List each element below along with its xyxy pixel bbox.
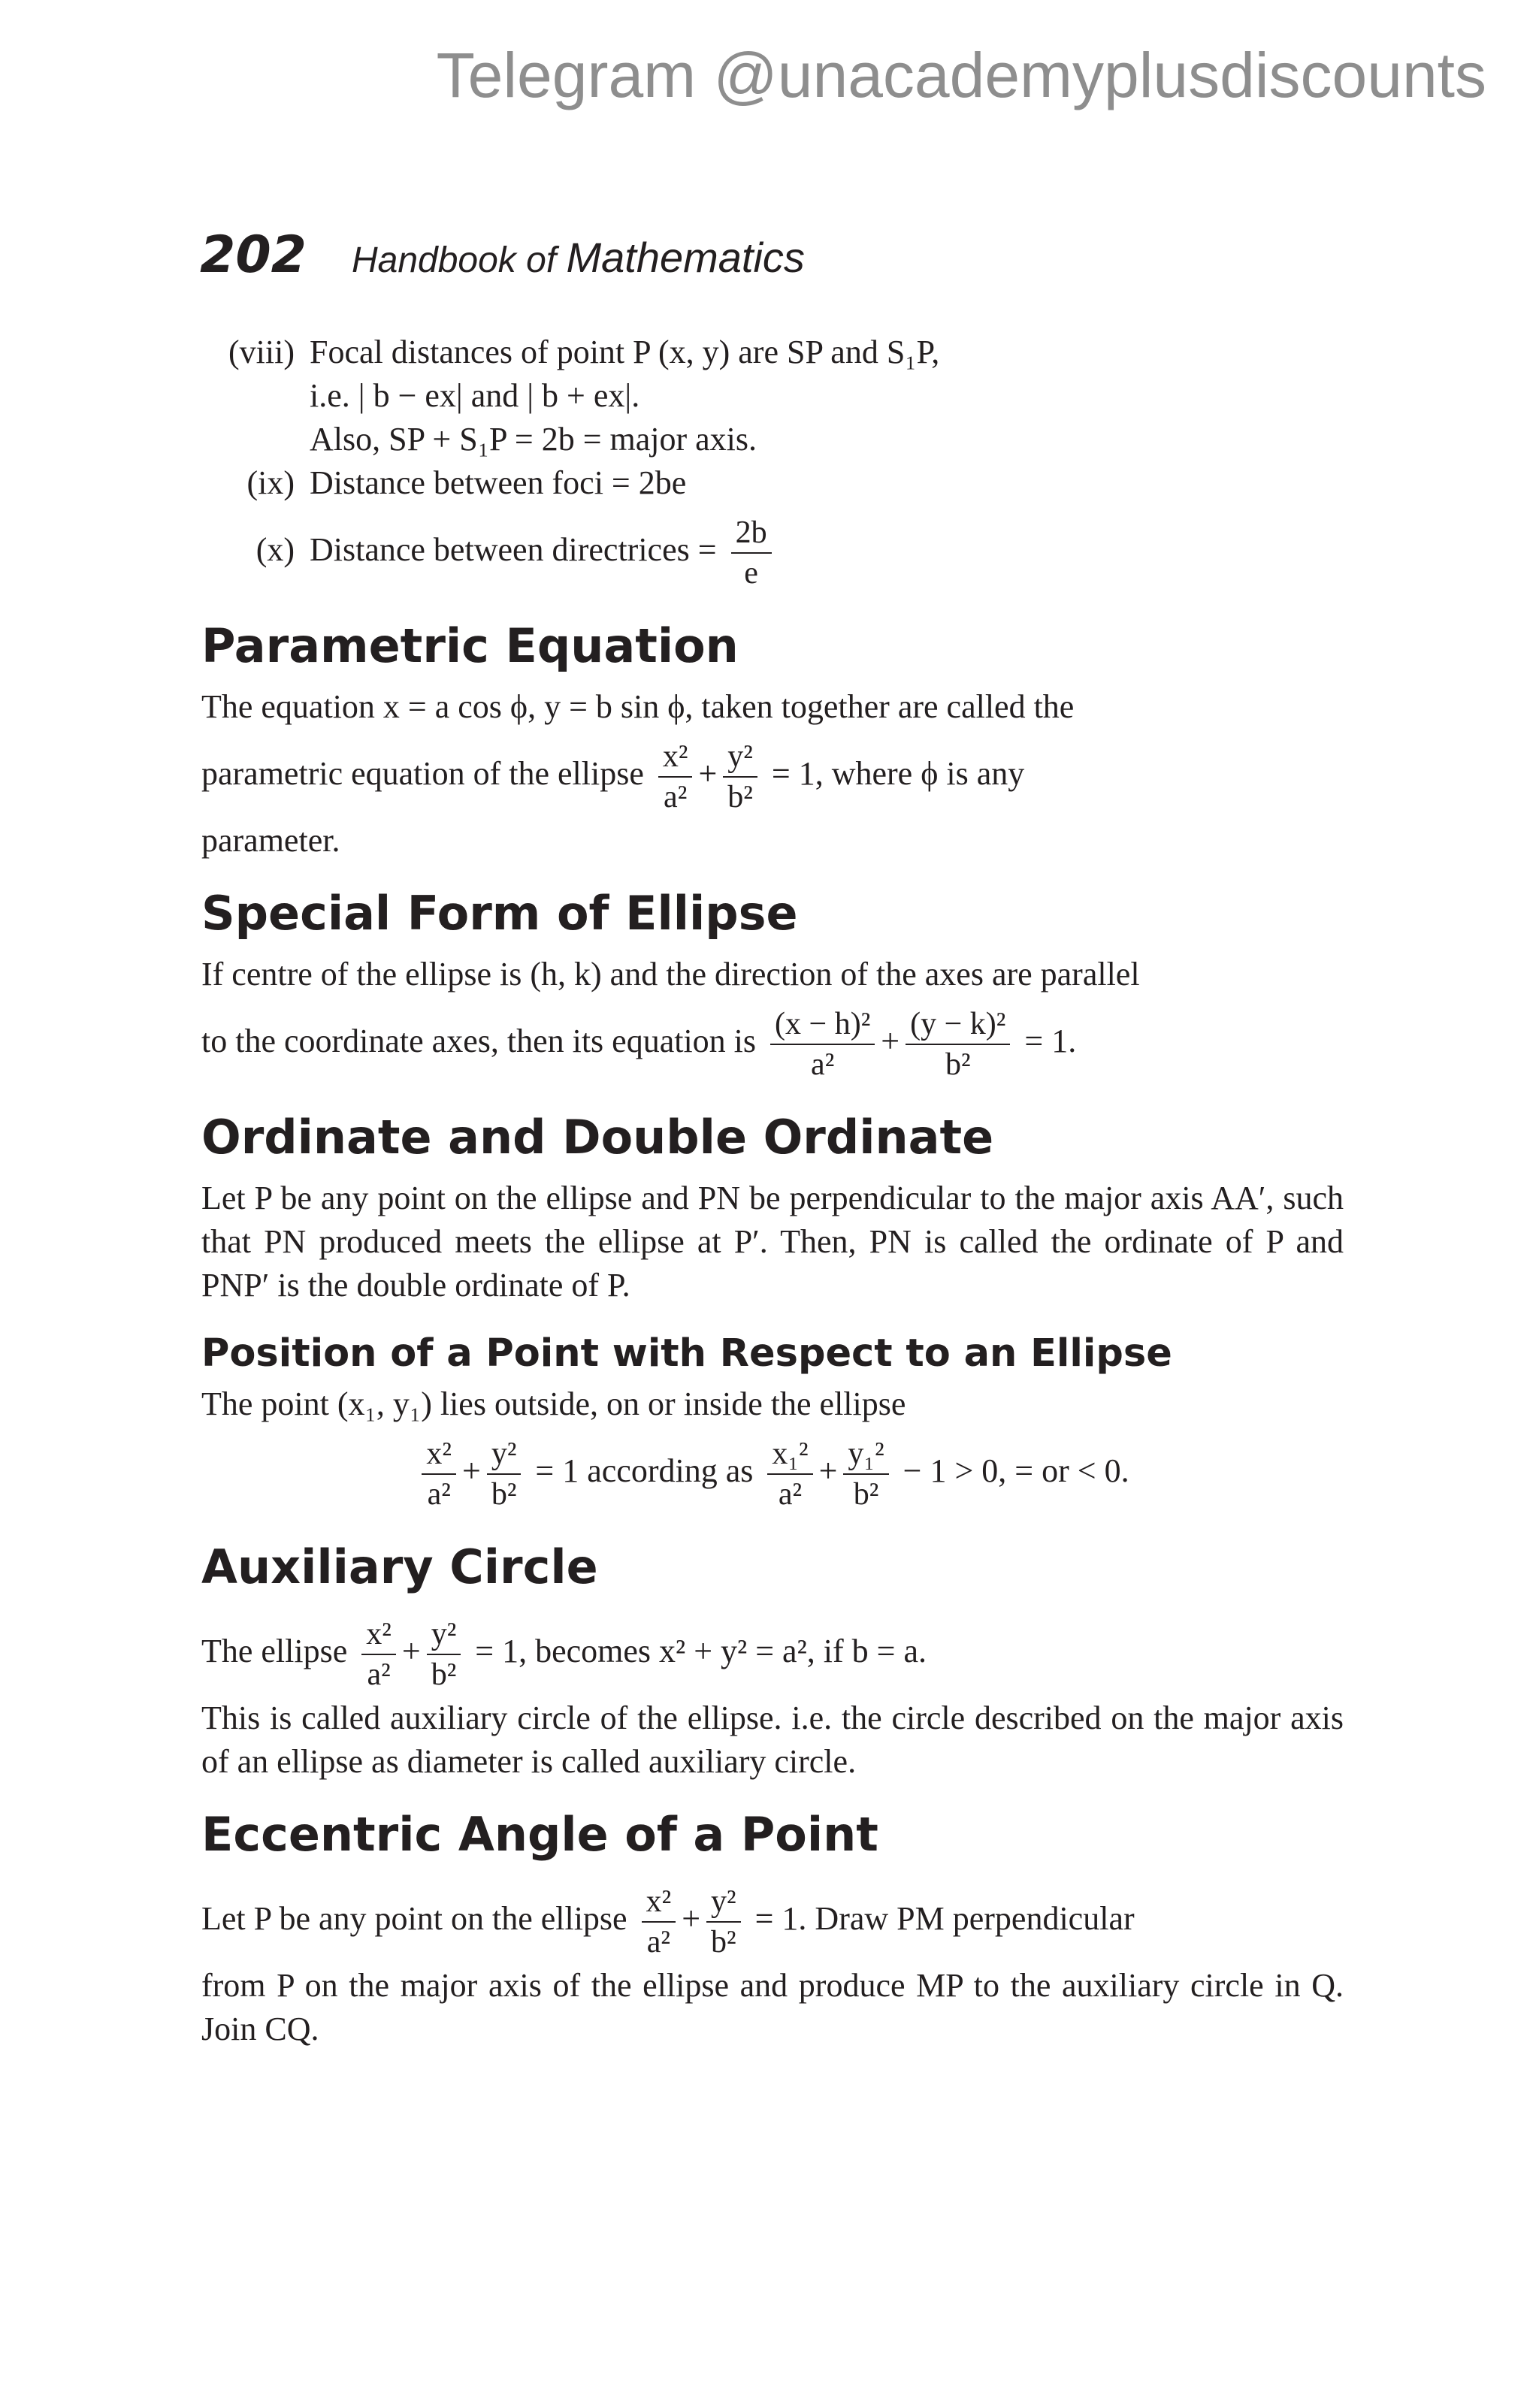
fraction: $\frac{\text{y²}}{\text{b²}}$ xyxy=(487,1434,522,1514)
list-label: (x) xyxy=(255,531,295,568)
fraction: $\frac{\text{y²}}{\text{b²}}$ xyxy=(427,1615,461,1694)
page-body: (viii) Focal distances of point P (x, y) are SP and S₁P, i.e. | b − ex| and | b + ex|. Also, SP + S₁P = 2b = major axis. (ix) Distance between foci = 2be (x) Distance between directrices = $\frac{2b}{e}$ Parametric Equation The equation x = a cos ϕ, y = b sin ϕ, taken together are called the parametric equation of the ellipse $\frac{\text{x²}}{\text{a²}}$ + $\frac{\text{y²}}{\text{b²}}$ = 1, where ϕ is any parameter. Special Form of Ellipse If centre of the ellipse is (h, k) and the direction of the axes are parallel to the coordinate axes, then its equation is $\frac{\text{(x − h)²}}{\text{a²}}$ + $\frac{\text{(y − k)²}}{\text{b²}}$ = 1. Ordinate and Double Ordinate Let P be any point on the ellipse and PN be perpendicular to the major axis AA′, such that PN produced meets the ellipse at P′. Then, PN is called the ordinate of P and PNP′ is the double ordinate of P. Position of a Point with Respect to an Ellipse The point (x₁, y₁) lies outside, on or inside the ellipse $\frac{\text{x²}}{\text{a²}}$ + $\frac{\text{y²}}{\text{b²}}$ = 1 according as $\frac{\text{x₁²}}{\text{a²}}$ + $\frac{\text{y₁²}}{\text{b²}}$ − 1 > 0, = or < 0. Auxiliary Circle The ellipse $\frac{\text{x²}}{\text{a²}}$ + $\frac{\text{y²}}{\text{b²}}$ = 1, becomes x² + y² = a², if b = a. This is called auxiliary circle of the ellipse. i.e. the circle described on the major axis of an ellipse as diameter is called auxiliary circle. Eccentric Angle of a Point Let P be any point on the ellipse $\frac{\text{x²}}{\text{a²}}$ + $\frac{\text{y²}}{\text{b²}}$ = 1. Draw PM perpendicular from P on the major axis of the ellipse and produce MP to the auxiliary circle in Q. Join CQ. xyxy=(201,331,1344,2051)
fraction: $\frac{\text{x²}}{\text{a²}}$ xyxy=(642,1882,676,1962)
list-item-x: (x) Distance between directrices = $\frac{2b}{e}$ xyxy=(201,505,1344,595)
list-label: (ix) xyxy=(246,464,295,501)
subsection-title: Position of a Point with Respect to an Ellipse xyxy=(201,1331,1172,1376)
section-title: Eccentric Angle of a Point xyxy=(201,1807,878,1862)
fraction: $\frac{\text{x²}}{\text{a²}}$ xyxy=(361,1615,396,1694)
fraction: $\frac{\text{(y − k)²}}{\text{b²}}$ xyxy=(906,1005,1010,1084)
section-title: Auxiliary Circle xyxy=(201,1539,598,1594)
fraction: $\frac{\text{x²}}{\text{a²}}$ xyxy=(422,1434,456,1514)
list-item-ix: (ix) Distance between foci = 2be xyxy=(201,461,1344,505)
section-title: Special Form of Ellipse xyxy=(201,886,798,941)
running-head: Handbook of Mathematics xyxy=(351,234,805,281)
page-header xyxy=(200,225,805,285)
fraction: $\frac{\text{y²}}{\text{b²}}$ xyxy=(723,737,757,817)
list-label: (viii) xyxy=(228,334,295,370)
section-title: Ordinate and Double Ordinate xyxy=(201,1110,994,1165)
fraction: $\frac{\text{x₁²}}{\text{a²}}$ xyxy=(767,1434,812,1514)
fraction: $\frac{\text{y²}}{\text{b²}}$ xyxy=(706,1882,741,1962)
fraction: $\frac{\text{x²}}{\text{a²}}$ xyxy=(658,737,693,817)
fraction: $\frac{2b}{e}$ xyxy=(731,513,772,593)
section-title: Parametric Equation xyxy=(201,618,739,673)
fraction: $\frac{\text{(x − h)²}}{\text{a²}}$ xyxy=(770,1005,875,1084)
fraction: $\frac{\text{y₁²}}{\text{b²}}$ xyxy=(843,1434,888,1514)
watermark: Telegram @unacademyplusdiscounts xyxy=(436,40,1486,110)
page-number: 202 xyxy=(200,225,307,285)
list-item-viii: (viii) Focal distances of point P (x, y) are SP and S₁P, i.e. | b − ex| and | b + ex|. Also, SP + S₁P = 2b = major axis. xyxy=(201,331,1344,461)
